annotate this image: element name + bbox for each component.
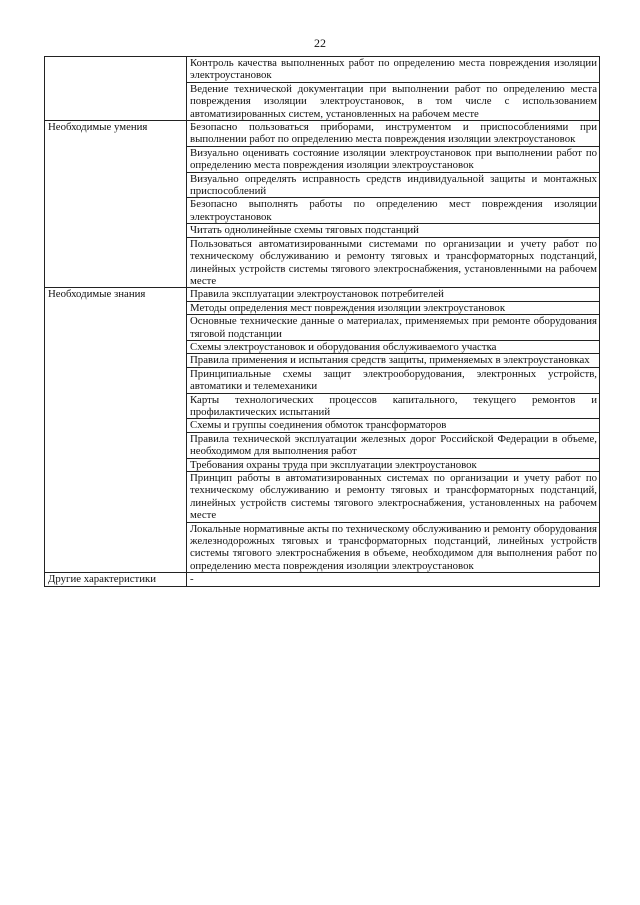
requirement-item: Правила эксплуатации электроустановок потребителей — [187, 288, 600, 301]
requirement-item: Карты технологических процессов капитального, текущего ремонтов и профилактических испытаний — [187, 393, 600, 419]
requirement-item: Визуально определять исправность средств индивидуальной защиты и монтажных приспособлений — [187, 172, 600, 198]
section-label: Необходимые знания — [45, 288, 187, 573]
requirement-item: Читать однолинейные схемы тяговых подстанций — [187, 224, 600, 237]
requirement-item: Локальные нормативные акты по техническому обслуживанию и ремонту оборудования железнодорожных тяговых и трансформаторных подстанций, линейных устройств системы тягового электроснабжения в объеме, необходимом для выполнения работ по определению места повреждения изоляции электроустановок — [187, 522, 600, 573]
requirement-item: Визуально оценивать состояние изоляции электроустановок при выполнении работ по определению места повреждения изоляции электроустановок — [187, 146, 600, 172]
table-row — [45, 573, 600, 586]
requirement-item: Безопасно пользоваться приборами, инструментом и приспособлениями при выполнении работ по определению места повреждения изоляции электроустановок — [187, 121, 600, 147]
section-label: Необходимые умения — [45, 121, 187, 288]
requirement-item: Правила технической эксплуатации железных дорог Российской Федерации в объеме, необходимом для выполнения работ — [187, 432, 600, 458]
section-label — [45, 57, 187, 121]
requirement-item: Схемы электроустановок и оборудования обслуживаемого участка — [187, 340, 600, 353]
section-label: Другие характеристики — [45, 573, 187, 586]
requirement-item: Принципиальные схемы защит электрооборудования, электронных устройств, автоматики и телемеханики — [187, 367, 600, 393]
requirement-item: Правила применения и испытания средств защиты, применяемых в электроустановках — [187, 354, 600, 367]
page-number: 22 — [314, 36, 326, 50]
table-row — [45, 57, 600, 83]
table-row — [45, 121, 600, 147]
requirement-item: Методы определения мест повреждения изоляции электроустановок — [187, 301, 600, 314]
requirements-table — [44, 56, 600, 587]
requirement-item: Пользоваться автоматизированными системами по организации и учету работ по техническому обслуживанию и ремонту тяговых и трансформаторных подстанций, линейных устройств системы тягового электроснабжения, установленными на рабочем месте — [187, 237, 600, 288]
requirement-item: Контроль качества выполненных работ по определению места повреждения изоляции электроустановок — [187, 57, 600, 83]
requirement-item: Принцип работы в автоматизированных системах по организации и учету работ по техническому обслуживанию и ремонту тяговых и трансформаторных подстанций, линейных устройств системы тягового электроснабжения, установленных на рабочем месте — [187, 472, 600, 523]
requirements-table-body — [45, 57, 600, 587]
requirement-item: Схемы и группы соединения обмоток трансформаторов — [187, 419, 600, 432]
requirement-item: Требования охраны труда при эксплуатации электроустановок — [187, 458, 600, 471]
requirement-item: - — [187, 573, 600, 586]
requirement-item: Безопасно выполнять работы по определению мест повреждения изоляции электроустановок — [187, 198, 600, 224]
requirement-item: Основные технические данные о материалах, применяемых при ремонте оборудования тяговой подстанции — [187, 315, 600, 341]
requirement-item: Ведение технической документации при выполнении работ по определению места повреждения изоляции электроустановок, в том числе с использованием автоматизированных систем, установленных на рабочем месте — [187, 82, 600, 120]
table-row — [45, 288, 600, 301]
